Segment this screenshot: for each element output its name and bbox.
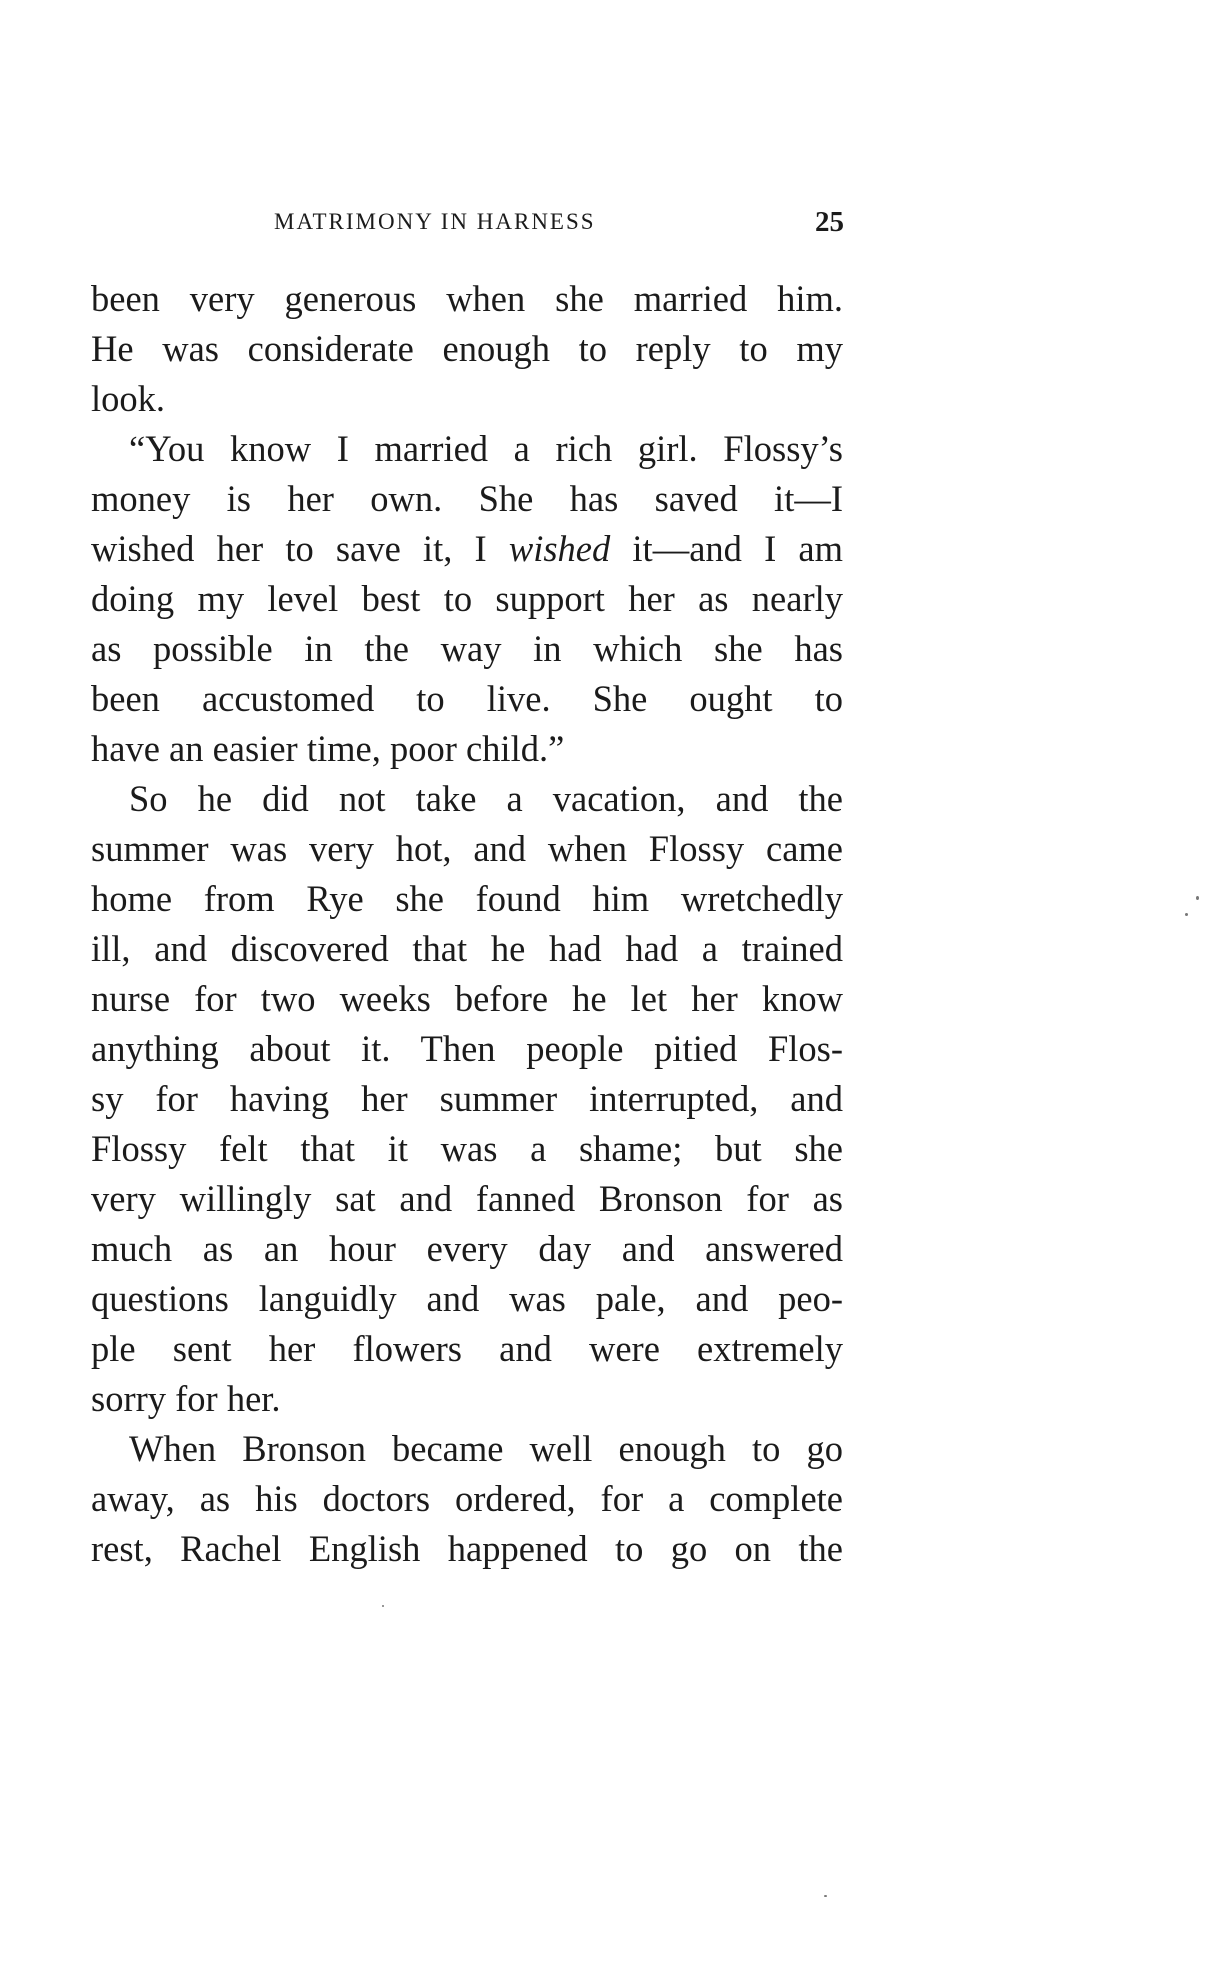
paper-speck [382, 1605, 384, 1607]
text-line: He was considerate enough to reply to my [91, 328, 843, 369]
text-line: summer was very hot, and when Flossy came [91, 828, 843, 869]
text-line: money is her own. She has saved it—I [91, 478, 843, 519]
text-line: questions languidly and was pale, and peo- [91, 1278, 843, 1319]
paper-speck [1185, 913, 1188, 916]
text-line: anything about it. Then people pitied Flos- [91, 1028, 843, 1069]
text-segment: wished her to save it, I [91, 528, 509, 569]
text-line: been very generous when she married him. [91, 278, 843, 319]
paper-speck [1196, 896, 1199, 900]
text-segment: it—and I am [610, 528, 843, 569]
text-line: look. [91, 378, 166, 419]
italic-word: wished [508, 528, 611, 569]
text-line-with-emphasis [91, 524, 843, 574]
paragraph-start-line: When Bronson became well enough to go [129, 1428, 843, 1469]
running-head [94, 206, 844, 240]
paragraph-start-line: “You know I married a rich girl. Flossy’s [129, 428, 843, 469]
page-number: 25 [815, 206, 844, 238]
text-line: ple sent her flowers and were extremely [91, 1328, 843, 1369]
text-line: away, as his doctors ordered, for a complete [91, 1478, 843, 1519]
text-line: rest, Rachel English happened to go on the [91, 1528, 843, 1569]
text-line: much as an hour every day and answered [91, 1228, 843, 1269]
running-head-title: MATRIMONY IN HARNESS [274, 209, 596, 234]
text-line: sy for having her summer interrupted, and [91, 1078, 843, 1119]
body-text [91, 274, 843, 1574]
paragraph-start-line: So he did not take a vacation, and the [129, 778, 843, 819]
text-line: Flossy felt that it was a shame; but she [91, 1128, 843, 1169]
text-line: sorry for her. [91, 1378, 281, 1419]
paper-speck [824, 1895, 827, 1897]
text-line: doing my level best to support her as nearly [91, 578, 843, 619]
text-line: as possible in the way in which she has [91, 628, 843, 669]
text-line: been accustomed to live. She ought to [91, 678, 843, 719]
text-line: have an easier time, poor child.” [91, 728, 565, 769]
text-line: home from Rye she found him wretchedly [91, 878, 843, 919]
text-line: ill, and discovered that he had had a trained [91, 928, 843, 969]
text-line: very willingly sat and fanned Bronson for as [91, 1178, 843, 1219]
text-line: nurse for two weeks before he let her know [91, 978, 843, 1019]
